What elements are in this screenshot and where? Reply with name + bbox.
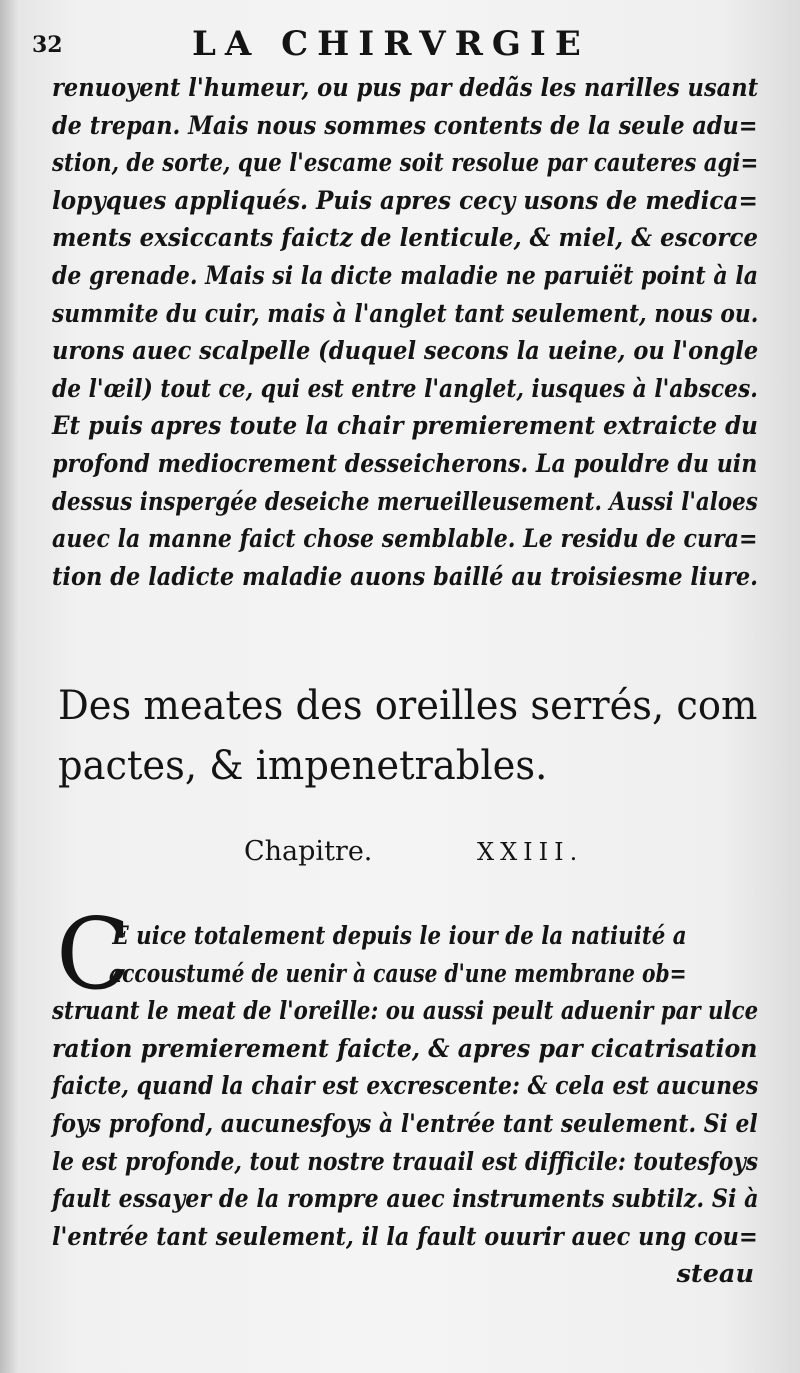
section-heading-line-1: Des meates des oreilles serrés, com bbox=[58, 683, 758, 729]
running-head bbox=[32, 18, 760, 66]
text-line: accoustumé de uenir à cause d'une membrane ob= bbox=[109, 958, 687, 989]
text-line: E uice totalement depuis le iour de la natiuité a bbox=[112, 921, 687, 951]
text-line: auec la manne faict chose semblable. Le residu de cura= bbox=[52, 524, 758, 555]
text-line: profond mediocrement desseicherons. La pouldre du uin bbox=[52, 448, 758, 479]
text-line: ments exsiccants faictz de lenticule, & miel, & escorce bbox=[52, 223, 759, 254]
catchword: steau bbox=[676, 1259, 754, 1290]
text-line: de trepan. Mais nous sommes contents de la seule adu= bbox=[52, 110, 758, 141]
text-line: lopyques appliqués. Puis apres cecy usons de medica= bbox=[52, 185, 758, 216]
text-line: stion, de sorte, que l'escame soit resolue par cauteres agi= bbox=[52, 148, 759, 179]
paragraph-2 bbox=[52, 918, 758, 1294]
text-line: de l'œil) tout ce, qui est entre l'anglet, iusques à l'absces. bbox=[52, 373, 758, 404]
text-line: Et puis apres toute la chair premierement extraicte du bbox=[52, 411, 758, 442]
text-line: urons auec scalpelle (duquel secons la ueine, ou l'ongle bbox=[52, 336, 759, 367]
page-number: 32 bbox=[32, 32, 63, 58]
text-line: renuoyent l'humeur, ou pus par dedãs les narilles usant bbox=[52, 73, 759, 103]
text-line: le est profonde, tout nostre trauail est difficile: toutesfoys bbox=[52, 1146, 759, 1177]
running-title: LA CHIRVRGIE bbox=[192, 24, 590, 64]
text-line: de grenade. Mais si la dicte maladie ne paruiët point à la bbox=[52, 260, 758, 291]
text-line: summite du cuir, mais à l'anglet tant seulement, nous ou. bbox=[52, 298, 759, 329]
drop-cap: C bbox=[56, 898, 131, 1012]
text-line: dessus inspergée deseiche merueilleusement. Aussi l'aloes bbox=[52, 486, 758, 517]
paragraph-1 bbox=[52, 70, 758, 596]
text-line: foys profond, aucunesfoys à l'entrée tant seulement. Si el bbox=[52, 1108, 758, 1139]
chapter-number: XXIII. bbox=[476, 838, 584, 866]
text-line: l'entrée tant seulement, il la fault ouurir auec ung cou= bbox=[52, 1221, 758, 1252]
section-heading bbox=[58, 676, 787, 796]
chapter-title bbox=[244, 836, 583, 867]
text-line: struant le meat de l'oreille: ou aussi peult aduenir par ulce bbox=[52, 996, 759, 1027]
text-line: faicte, quand la chair est excrescente: & cela est aucunes bbox=[52, 1071, 759, 1102]
chapter-label: Chapitre. bbox=[244, 836, 373, 867]
section-heading-line-2: pactes, & impenetrables. bbox=[58, 743, 548, 789]
text-line: ration premierement faicte, & apres par cicatrisation bbox=[52, 1033, 758, 1064]
text-line: tion de ladicte maladie auons baillé au troisiesme liure. bbox=[52, 561, 759, 592]
text-line: fault essayer de la rompre auec instruments subtilz. Si à bbox=[52, 1184, 759, 1215]
